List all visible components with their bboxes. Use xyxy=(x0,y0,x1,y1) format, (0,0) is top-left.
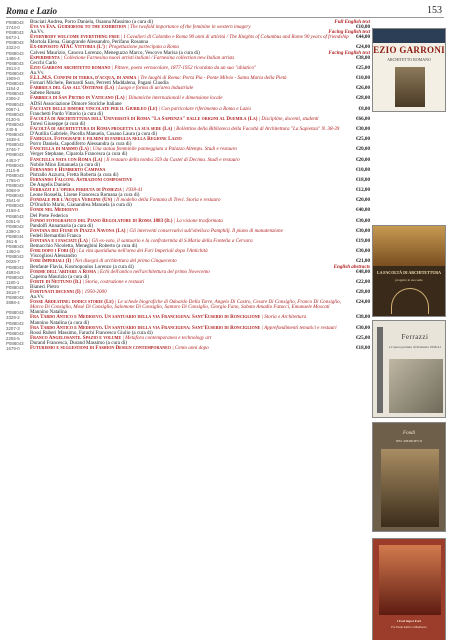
book-subtitle: | 1938-41 xyxy=(123,187,143,194)
book-title: Fosse Ardeatine: dodici storie (Le) xyxy=(30,299,114,306)
book-subtitle: | Pittore, poeta vernacolare, 1877-1952 ricordato da un suo "abiatico" xyxy=(111,64,257,71)
isbn-code: 3541-8 xyxy=(6,198,20,204)
book-subtitle: | Storia, costruzione e restauri xyxy=(82,278,145,285)
book-subtitle: | I Cavalieri di Colombo e Roma 90 anni di attività / xyxy=(120,34,228,41)
book-title: Forte di Nettuno (Il) xyxy=(30,278,82,285)
isbn-code: 3743-0 xyxy=(6,25,20,31)
isbn-code: P088043 xyxy=(6,101,24,107)
isbn-code: 3913-3 xyxy=(6,65,20,71)
book-title: Fernando e Humberto Campana xyxy=(30,166,106,173)
isbn-code: P088043 xyxy=(6,254,24,260)
price: €21,00 xyxy=(355,258,370,265)
isbn-code: P088043 xyxy=(6,91,24,97)
price: €10,00 xyxy=(355,24,370,31)
isbn-code: P088043 xyxy=(6,132,24,138)
author-name: Toresi Giuseppe (a cura di) xyxy=(30,120,86,127)
book-subtitle: | La vita quotidiana nell'area dei Fori Imperiali dopo l'Antichità xyxy=(76,248,208,255)
cover-facolta-architettura xyxy=(372,225,446,317)
isbn-code: 2306-2 xyxy=(6,96,20,102)
title-block xyxy=(30,346,209,351)
cover-subtitle: Fra Tardo Antico e Medioevo xyxy=(391,625,427,629)
isbn-code: P088043 xyxy=(6,111,24,117)
book-title: Ferrazzi e l'opera perduta di Pomezia xyxy=(30,187,122,194)
cover-image xyxy=(389,359,443,413)
author-name: Verger Stephane, Ciparola Francesca (a cura di) xyxy=(30,151,128,158)
book-title: Fernando Falconi. Astrazioni compositive xyxy=(30,176,133,183)
isbn-code: P088043 xyxy=(6,183,24,188)
cover-ferrazzi xyxy=(372,320,446,418)
price: €25,00 xyxy=(355,334,370,341)
isbn-code: 0087-1 xyxy=(6,106,20,112)
isbn-code: P088043 xyxy=(6,213,24,219)
book-subtitle: | Tre luoghi di Roma: Porta Pia - Ponte Milvio - Santa Maria della Pietà xyxy=(137,75,287,82)
cover-band xyxy=(373,29,445,43)
language-note: Facing English text xyxy=(328,49,370,56)
author-name: Aa.Vv. xyxy=(30,294,45,301)
title-line xyxy=(30,300,370,310)
isbn-code: P088043 xyxy=(6,223,24,229)
book-subtitle: | Il restauro della tomba 359 da Castel di Decima. Studi e restauro xyxy=(103,156,240,163)
isbn-code: P088043 xyxy=(6,20,24,25)
isbn-code: 0251-9 xyxy=(6,218,20,224)
book-subtitle: | The twofold importance of the feminine in western imagery xyxy=(127,24,251,31)
isbn-code: 4593-6 xyxy=(6,269,20,275)
isbn-code: P088043 xyxy=(6,295,24,301)
price: €28,00 xyxy=(355,288,370,295)
entry-text xyxy=(30,346,370,351)
book-subtitle: | Progettazione partecipata a Roma xyxy=(106,44,179,51)
price: €40,00 xyxy=(355,207,370,214)
price: €20,00 xyxy=(355,197,370,204)
author-name: Aa.Vv. xyxy=(30,29,45,36)
price: €25,00 xyxy=(355,64,370,71)
cover-fori-dopo-fori xyxy=(372,538,446,640)
price: €30,00 xyxy=(355,125,370,132)
book-title: Fra Tardo Antico e Medioevo. Un santuario della via Francigena: Sant'Eusebio di Ronciglione xyxy=(30,314,261,321)
section-title: Roma e Lazio xyxy=(6,6,57,16)
catalog-title-row xyxy=(6,346,370,351)
cover-image xyxy=(379,545,441,615)
price: €12,00 xyxy=(355,187,370,194)
book-subtitle: | Storia e Architettura xyxy=(261,314,307,321)
book-title: Fra Tardo Antico e Medioevo. Un santuario della via Francigena: Sant'Eusebio di Ronciglione xyxy=(30,324,261,331)
isbn-code: P088043 xyxy=(6,30,24,36)
cover-fondi xyxy=(372,422,446,532)
isbn-code: 3329-2 xyxy=(6,315,20,321)
book-subtitle: | Gli interventi conservativi sull'obelisco Pamphilj. Il piano di manutenzione xyxy=(126,227,283,234)
author-name: D'Onofrio Mario, Gianandrea Manuela (a cura di) xyxy=(30,202,132,209)
cover-subtitle: progetta la sua sede xyxy=(395,278,423,282)
price: €38,00 xyxy=(355,314,370,321)
author-name: Pistrallo Azzurra, Fretta Roberta (a cura di) xyxy=(30,171,119,178)
author-name: Bianeci Pietro xyxy=(30,283,59,290)
author-name: Sabene Renata xyxy=(30,90,61,97)
price: €26,00 xyxy=(355,85,370,92)
isbn-code: P088043 xyxy=(6,60,24,66)
isbn-code: P088043 xyxy=(6,70,24,76)
isbn-code: 0130-5 xyxy=(6,116,20,122)
isbn-code: 1486-4 xyxy=(6,55,20,61)
isbn-code: 1180-1 xyxy=(6,279,20,285)
price: €66,00 xyxy=(355,115,370,122)
cover-subtitle: e l'opera perduta di Pomezia 1938-41 xyxy=(388,345,442,349)
isbn-code: P088043 xyxy=(6,121,24,127)
book-title: Fanciulla nata con Roma (La) xyxy=(30,156,103,163)
author-name: De Angelis Daniela xyxy=(30,182,70,188)
page-number: 153 xyxy=(427,5,442,16)
isbn-code: P088043 xyxy=(6,172,24,178)
isbn-code: P088043 xyxy=(6,193,24,199)
book-title: Fondi nel Medioevo xyxy=(30,207,78,214)
cover-title: Fondi xyxy=(403,431,415,436)
cover-subtitle: NEL MEDIOEVO xyxy=(395,439,423,443)
price: €19,00 xyxy=(355,238,370,245)
author-name: Fedeli Bernardini Franca xyxy=(30,232,81,239)
book-title: Facciate delle dimore vincolate per il Giubileo (Le) xyxy=(30,105,158,112)
book-subtitle: | Le schede biografiche di Odoardo Della Torre, Angelo Di Castro, Cesare Di Consiglio, Franco Di Consiglio, Marco Di Consiglio, Mosè Di Consiglio, Salomone Di Consiglio, Santoro Di Consiglio, Giorgio Fano, Sabato Amadio Fatucci, Emanuele Moscati xyxy=(30,299,341,311)
isbn-code: 3746-7 xyxy=(6,147,20,153)
author-name: D'Autilia Gabriele, Pacella Manuela, Cusano Laura (a cura di) xyxy=(30,131,158,138)
isbn-code: 361-5 xyxy=(6,239,18,245)
english-subtitle: The Knights of Columbus and Rome 90 years of friendship xyxy=(229,34,349,41)
cover-portrait xyxy=(395,67,425,107)
isbn-code: P088043 xyxy=(6,264,24,270)
cover-title: LA FACOLTÀ DI ARCHITETTURA xyxy=(376,270,442,275)
price: €8,00 xyxy=(358,105,370,112)
price: €30,00 xyxy=(355,248,370,255)
book-subtitle: | Con particolare riferimento a Roma e Lazio xyxy=(158,105,252,112)
author-name: Nobile Mino Emanuela (a cura di) xyxy=(30,161,101,168)
book-subtitle: | Luogo e forma di un'area industriale xyxy=(115,85,194,92)
language-note: English abstracts xyxy=(333,263,370,270)
header-divider xyxy=(6,17,444,18)
book-subtitle: | Nei disegni di architettura del primo Cinquecento xyxy=(72,258,177,265)
book-title: Fondo fotografico del Piano Regolatore di Roma 1883 (Il) xyxy=(30,217,173,224)
book-subtitle: | Dinamiche internazionali e dimensione locale xyxy=(125,95,223,102)
book-subtitle: | Discipline, docenti, studenti xyxy=(258,115,319,122)
isbn-code: P088043 xyxy=(6,330,24,336)
book-subtitle: | Gli ex-voto, il santuario e la confraternita di S.Maria della Fontella a Cervara xyxy=(88,238,253,245)
book-subtitle: | Una statua femminile panneggiata a Palazzo Altemps. Studi e restauro xyxy=(90,146,237,153)
book-title: Ezio Garroni architetto romano xyxy=(30,64,111,71)
book-title: Forme dell'abitare a Roma xyxy=(30,268,96,275)
isbn-code: P088043 xyxy=(6,162,24,168)
book-subtitle: | Apprefondimenti tematici e restauri xyxy=(261,324,337,331)
isbn-code: 1909-0 xyxy=(6,76,20,82)
author-name: Bemacchio Nicoletta, Menegbini Roberto (a cura di) xyxy=(30,243,138,250)
book-title: Fori dopo i Fori (I) xyxy=(30,248,75,255)
author-name: Calvesi Maurizio, Canova Lorenzo, Meneguzzo Marco, Vescovo Marisa (a cura di) xyxy=(30,49,200,56)
isbn-code: 2158-4 xyxy=(6,208,20,214)
book-title: Fortunati decenni (I) xyxy=(30,288,81,295)
price: €30,00 xyxy=(355,227,370,234)
book-subtitle: | Il modello della Fontana di Trevi. Storia e restauro xyxy=(113,197,221,204)
language-note: Full English text xyxy=(334,19,370,25)
book-subtitle: | Echi dell'antico nell'architettura del primo Novecento xyxy=(97,268,210,275)
isbn-code: P088043 xyxy=(6,340,24,346)
book-subtitle: | La visione trasformata xyxy=(173,217,223,224)
isbn-code: P088043 xyxy=(6,142,24,148)
isbn-code: P088043 xyxy=(6,274,24,280)
isbn-code: 1679-0 xyxy=(6,346,20,351)
author-name: Franchetti Pardo Vittorio (a cura di) xyxy=(30,110,104,117)
book-subtitle: | 1950-2000 xyxy=(81,288,107,295)
author-name: Mannino Natalina xyxy=(30,309,67,316)
book-title: Famiglia. Fotografie e filmini di famiglia nella Regione Lazio xyxy=(30,136,182,143)
price: €38,00 xyxy=(355,54,370,61)
isbn-code: P088043 xyxy=(6,203,24,209)
book-title: Fontana dei Fiumi in Piazza Navona (La) xyxy=(30,227,126,234)
price: €24,00 xyxy=(355,299,370,306)
isbn-code: 0028-7 xyxy=(6,259,20,265)
author-name: Caperna Maurizio (a cura di) xyxy=(30,273,90,280)
title-line xyxy=(30,346,370,351)
isbn-code: 4453-7 xyxy=(6,157,20,163)
isbn-code: P088043 xyxy=(6,81,24,87)
isbn-code: P088043 xyxy=(6,320,24,326)
author-name: Mortola Elena, Giangrande Alessandro, Perifano Rosanna xyxy=(30,39,149,46)
book-title: Fontana e i fasciati (La) xyxy=(30,238,88,245)
price: €24,00 xyxy=(355,44,370,51)
price: €20,00 xyxy=(355,156,370,163)
book-subtitle: | Bollettino della Biblioteca della Facoltà di Architettura "La Sapienza" N. 38-39 xyxy=(173,125,340,132)
book-title: Franco Angelosante. Spazio e volume xyxy=(30,334,122,341)
isbn-code: P088044 xyxy=(6,233,24,239)
isbn-code: 3323-0 xyxy=(6,45,20,51)
isbn-code: 1450-9 xyxy=(6,249,20,255)
book-title: Fondale per l'Acqua Vergine (Un) xyxy=(30,197,113,204)
author-name: Porro Daniela, Capodiferro Alessandra (a cura di) xyxy=(30,141,132,148)
book-title: Facoltà di Architettura dell'Università di Roma "La Sapienza" dalle origini al Duemila (La) xyxy=(30,115,258,122)
isbn-code: 2255-5 xyxy=(6,335,20,341)
isbn-code: P088043 xyxy=(6,244,24,250)
book-subtitle: | Metafora contemporanea e technology art xyxy=(122,334,212,341)
book-subtitle: | Cento anni dopo xyxy=(172,345,209,351)
author-name: Cecchi Carlo xyxy=(30,59,57,66)
author-name: Leone Rossella, Lisene Francesca Romana (a cura di) xyxy=(30,192,140,199)
author-name: ADSI Associazione Dimore Storiche Italiane xyxy=(30,100,122,107)
book-title: Esperimenta xyxy=(30,54,60,61)
isbn-code: 240-5 xyxy=(6,126,18,132)
isbn-code: P088043 xyxy=(6,50,24,56)
price: €18,00 xyxy=(355,176,370,183)
cover-ezio-garroni xyxy=(372,28,446,112)
author-name: Del Prete Federico xyxy=(30,212,69,219)
isbn-code: 3207-3 xyxy=(6,325,20,331)
author-name: Pandolfi Annamaria (a cura di) xyxy=(30,222,94,229)
isbn-code: 3888-4 xyxy=(6,300,20,306)
language-note: Facing English text xyxy=(328,29,370,36)
title-block xyxy=(30,300,353,310)
author-name: Durand Francesca, Durand Massimo (a cura di) xyxy=(30,339,127,346)
isbn-code: P088043 xyxy=(6,40,24,46)
author-name: Rossi Ruberi Massimo, Farachi Francesco Giulio (a cura di) xyxy=(30,329,153,336)
book-title: F.LL.M.S. Confini di terra, d'acqua, di anima xyxy=(30,75,137,82)
price: €10,00 xyxy=(355,75,370,82)
cover-image xyxy=(381,449,439,527)
price: €25,00 xyxy=(355,136,370,143)
author-name: Fornari Michele, Bernardi Sara, Perretti Maddalena, Pagani Claudia xyxy=(30,80,169,87)
author-name: Aa.Vv. xyxy=(30,69,45,76)
price: €30,00 xyxy=(355,324,370,331)
isbn-code: 2390-3 xyxy=(6,228,20,234)
book-title: Fanciulla di marmo (La) xyxy=(30,146,89,153)
author-name: Viscogliosi Alessandro xyxy=(30,253,77,260)
book-title: Fabbrica di San Pietro in Vaticano (La) xyxy=(30,95,125,102)
price: €18,00 xyxy=(355,345,370,351)
price: €30,00 xyxy=(355,217,370,224)
isbn-code: P088043 xyxy=(6,152,24,158)
author-name: Benfante Flavia, Kosmopoulos Lorenzo (a cura di) xyxy=(30,263,134,270)
cover-title: EZIO GARRONI xyxy=(373,45,445,55)
isbn-code: P088043 xyxy=(6,310,24,316)
book-subtitle: | Collezione Farnesina nuovi artisti italiani / Farnesina collection new Italian artists xyxy=(61,54,235,61)
book-title: Fabbrica del Gas all'Ostiense (La) xyxy=(30,85,115,92)
cover-sky xyxy=(373,226,445,266)
author-name: Mannino Natalina (a cura di) xyxy=(30,319,90,326)
book-title: Ex-deposito ATAC Vittoria (L') xyxy=(30,44,105,51)
isbn-code: 3618-7 xyxy=(6,289,20,295)
entry-text xyxy=(30,300,370,310)
isbn-code: 3068-9 xyxy=(6,188,20,194)
book-title: Futurismo e suggestioni di Fashion Design contemporaneo xyxy=(30,345,171,351)
price: €48,00 xyxy=(355,268,370,275)
isbn-code: 5673-1 xyxy=(6,35,20,41)
price: €10,00 xyxy=(355,166,370,173)
cover-subtitle: ARCHITETTO ROMANO xyxy=(387,57,431,62)
price: €20,00 xyxy=(355,146,370,153)
catalog-list xyxy=(6,20,370,351)
price: €22,00 xyxy=(355,278,370,285)
price: €28,00 xyxy=(355,95,370,102)
isbn-code: 1154-2 xyxy=(6,86,20,92)
price: €44,00 xyxy=(355,34,370,41)
isbn-code: P088043 xyxy=(6,284,24,290)
author-name: Braciati Andrea, Porro Daniela, Osanna Massimo (a cura di) xyxy=(30,19,154,25)
book-title: Eva vs Eva. Guidebook to the exhibition xyxy=(30,24,127,31)
cover-arch xyxy=(391,288,429,314)
isbn-code: 2115-9 xyxy=(6,167,20,173)
book-title: Facoltà di architettura di Roma progetta la sua sede (La) xyxy=(30,125,173,132)
book-title: Everybody welcome everything free xyxy=(30,34,120,41)
cover-title: I Fori dopo i Fori xyxy=(397,619,421,623)
book-title: Fori Imperiali (I) xyxy=(30,258,72,265)
isbn-code: 1765-0 xyxy=(6,177,20,183)
cover-title: Ferrazzi xyxy=(401,333,429,341)
isbn-code: 1638-4 xyxy=(6,137,20,143)
